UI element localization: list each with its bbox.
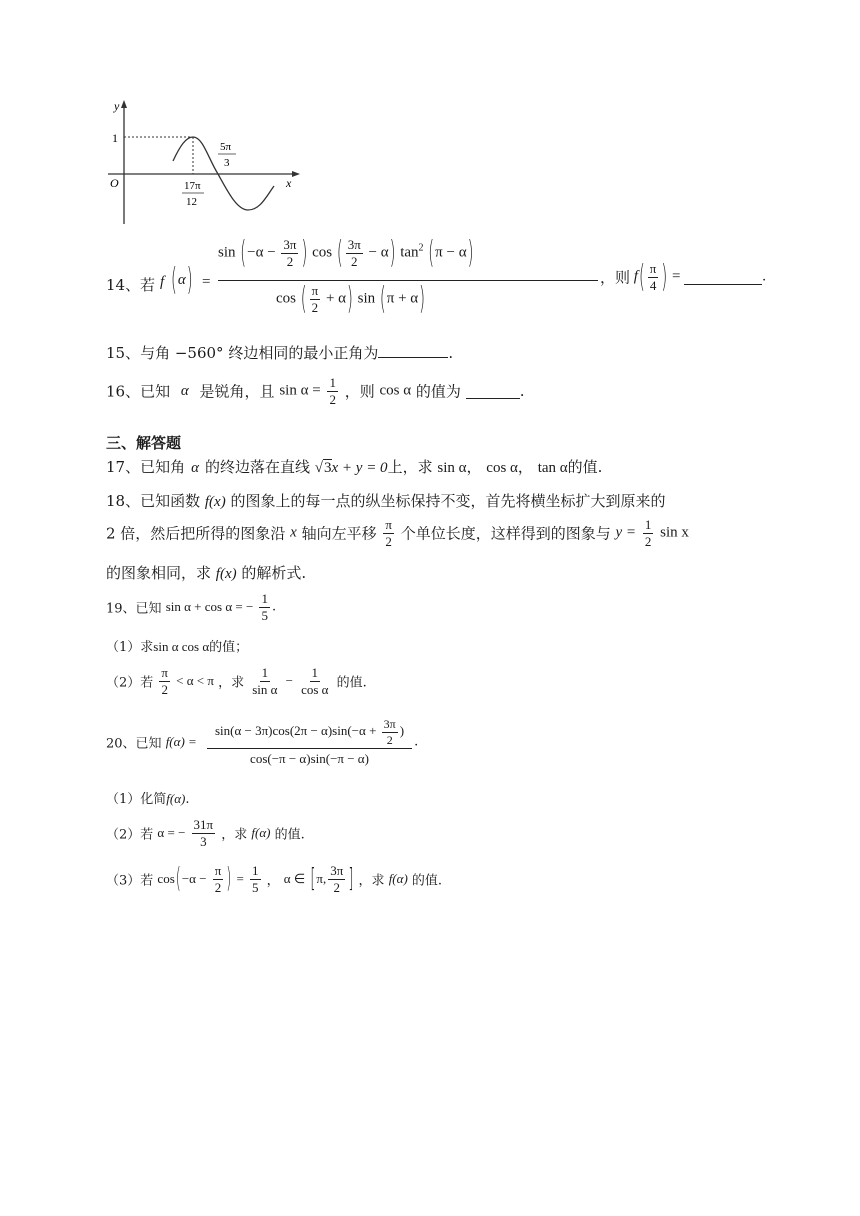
graph-x-label: x	[286, 176, 292, 190]
q14-pre: 若	[140, 276, 156, 294]
q14-answer-blank[interactable]	[684, 270, 762, 285]
question-16: 16、已知 α 是锐角，且 sin α = $\frac{1}{2}$ ，则 cos α 的值为 .	[106, 375, 525, 407]
sine-graph	[100, 98, 305, 228]
q14-alpha: α	[177, 272, 186, 288]
question-19-part-2: （2）若 $\frac{\pi}{2}$ < α < π ，求 $\frac{1}{\text{sin α}}$ − $\frac{1}{\text{cos α}}$ 的值.	[106, 665, 367, 697]
question-20-part-1: （1）化简f(α).	[106, 791, 190, 807]
q14-denominator: cos ( $\frac{\pi}{2}$ + α) sin (π + α)	[276, 278, 426, 317]
q14-f: f	[160, 274, 165, 290]
question-19: 19、已知 sin α + cos α = − $\frac{1}{5}$ .	[106, 591, 277, 623]
section-3-heading: 三、解答题	[106, 434, 182, 452]
graph-x1-num: 17π	[184, 180, 201, 192]
graph-x2-den: 3	[224, 157, 230, 169]
q16-answer-blank[interactable]	[466, 384, 520, 399]
graph-x1-den: 12	[186, 196, 197, 208]
question-20-part-3: （3）若 cos(−α − $\frac{\pi}{2}$ ) = $\frac{1}{5}$ ， α ∈ [π, $\frac{3\pi}{2}$ ] ，求 f(α) 的值.	[106, 863, 443, 895]
question-20: 20、已知 f(α) = sin(α − 3π)cos(2π − α)sin(−α + $\frac{3\pi}{2}$ ) cos(−π − α)sin(−π − α) .	[106, 717, 419, 767]
graph-one-label: 1	[112, 131, 118, 145]
question-15: 15、与角 −560° 终边相同的最小正角为 .	[106, 344, 454, 362]
question-17: 17、已知角 α 的终边落在直线 √3x + y = 0上，求 sin α， cos α， tan α的值.	[106, 458, 603, 476]
graph-x2-num: 5π	[220, 141, 232, 153]
question-14: 14、 若 f (α) = sin (−α − $\frac{3\pi}{2}$ ) cos ( $\frac{3\pi}{2}$ − α) $\tan^2 (\pi - \alpha)$ cos ( $\frac{\pi}{2}$ + α) sin (π + α) ，则 f( $\frac{\pi}{4}$ ) = .	[106, 232, 766, 317]
q14-eq: =	[202, 274, 211, 290]
graph-origin-label: O	[110, 176, 119, 190]
question-20-part-2: （2）若 α = − $\frac{31\pi}{3}$ ，求 f(α) 的值.	[106, 817, 305, 849]
q14-fraction-bar	[218, 280, 598, 281]
q14-target: ，则 f( $\frac{\pi}{4}$ ) = .	[600, 256, 766, 295]
q14-number: 14、	[106, 276, 141, 294]
q14-numerator: sin (−α − $\frac{3\pi}{2}$ ) cos ( $\frac{3\pi}{2}$ − α) $\tan^2 (\pi - \alpha)$	[218, 232, 474, 271]
graph-y-label: y	[114, 99, 120, 113]
question-19-part-1: （1）求sin α cos α的值；	[106, 639, 249, 655]
q15-answer-blank[interactable]	[378, 343, 448, 358]
